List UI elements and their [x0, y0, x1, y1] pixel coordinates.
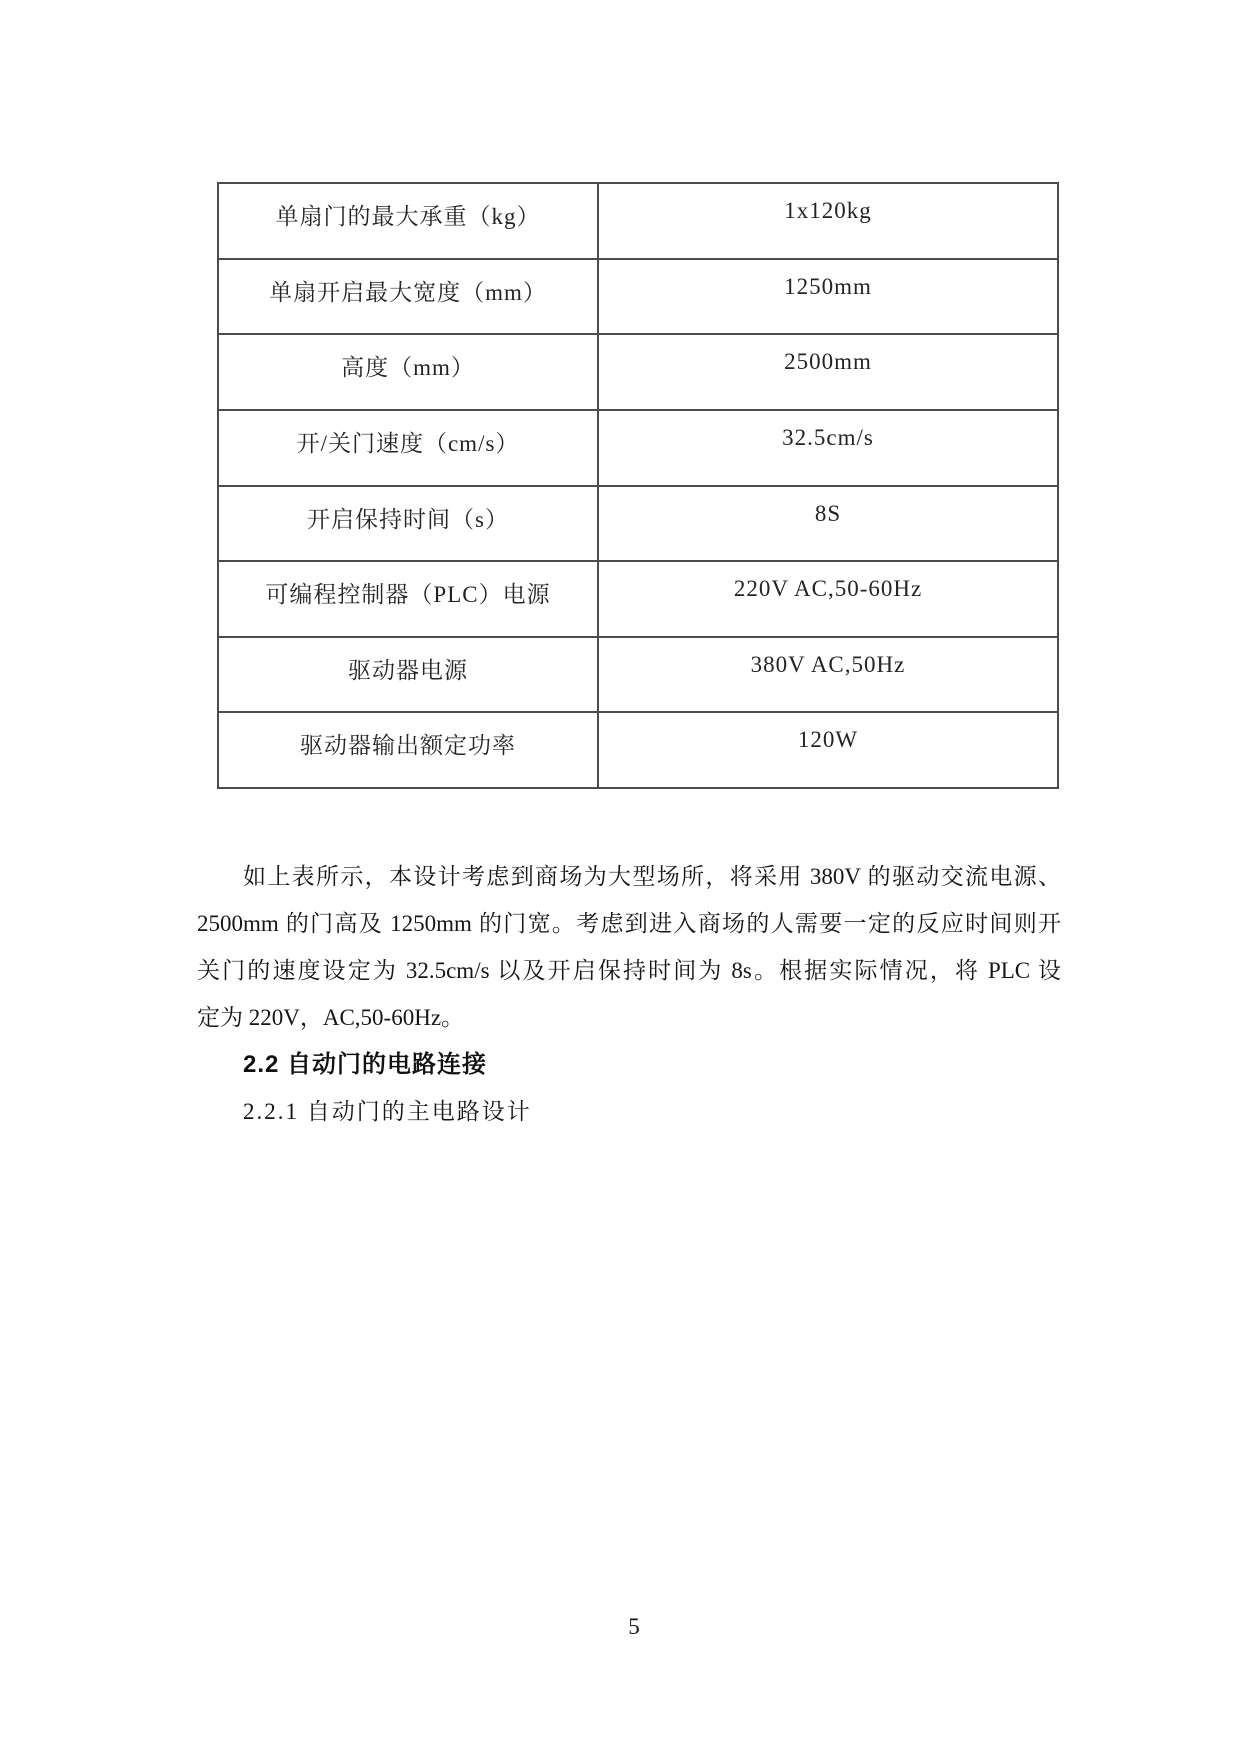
table-row — [218, 410, 1058, 486]
spec-label: 单扇开启最大宽度（mm） — [218, 259, 598, 335]
body-paragraph — [197, 853, 1061, 1041]
spec-value: 120W — [598, 712, 1058, 788]
subsection-heading: 2.2.1 自动门的主电路设计 — [243, 1099, 532, 1124]
spec-label: 开/关门速度（cm/s） — [218, 410, 598, 486]
spec-table — [217, 182, 1059, 789]
table-row — [218, 712, 1058, 788]
spec-value: 220V AC,50-60Hz — [598, 561, 1058, 637]
table-row — [218, 486, 1058, 562]
table-row — [218, 561, 1058, 637]
table-row — [218, 334, 1058, 410]
paragraph-line: 2500mm 的门高及 1250mm 的门宽。考虑到进入商场的人需要一定的反应时间则开 — [197, 911, 1061, 936]
table-row — [218, 259, 1058, 335]
spec-value: 32.5cm/s — [598, 410, 1058, 486]
spec-value: 8S — [598, 486, 1058, 562]
page-number: 5 — [628, 1614, 640, 1639]
spec-label: 驱动器电源 — [218, 637, 598, 713]
paragraph-line: 如上表所示，本设计考虑到商场为大型场所，将采用 380V 的驱动交流电源、 — [243, 864, 1061, 889]
paragraph-line: 关门的速度设定为 32.5cm/s 以及开启保持时间为 8s。根据实际情况，将 PLC 设 — [197, 958, 1061, 983]
spec-label: 高度（mm） — [218, 334, 598, 410]
table-row — [218, 637, 1058, 713]
table-row — [218, 183, 1058, 259]
spec-value: 2500mm — [598, 334, 1058, 410]
section-heading: 2.2 自动门的电路连接 — [243, 1051, 488, 1078]
spec-label: 开启保持时间（s） — [218, 486, 598, 562]
spec-table-body — [218, 183, 1058, 788]
spec-value: 1250mm — [598, 259, 1058, 335]
spec-value: 380V AC,50Hz — [598, 637, 1058, 713]
spec-label: 单扇门的最大承重（kg） — [218, 183, 598, 259]
spec-label: 可编程控制器（PLC）电源 — [218, 561, 598, 637]
paragraph-line: 定为 220V，AC,50-60Hz。 — [197, 1005, 465, 1030]
spec-value: 1x120kg — [598, 183, 1058, 259]
spec-label: 驱动器输出额定功率 — [218, 712, 598, 788]
